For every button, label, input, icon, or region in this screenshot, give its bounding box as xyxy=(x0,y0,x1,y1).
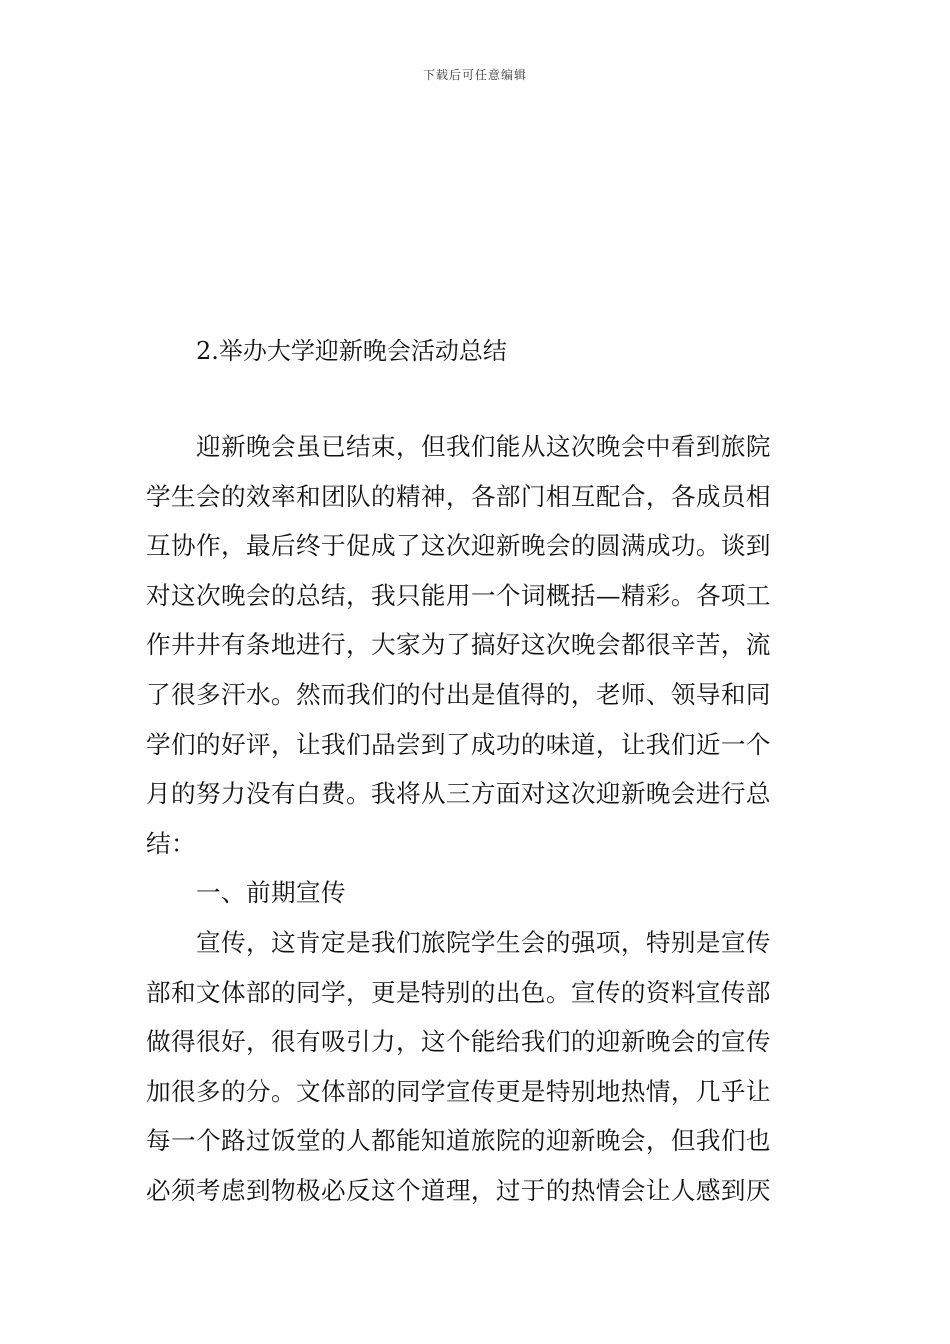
header-note: 下载后可任意编辑 xyxy=(422,68,527,82)
paragraph-line: 对这次晚会的总结，我只能用一个词概括—精彩。各项工 xyxy=(146,580,771,610)
paragraph-line: 作井井有条地进行，大家为了搞好这次晚会都很辛苦，流 xyxy=(146,630,771,660)
paragraph-line: 学生会的效率和团队的精神，各部门相互配合，各成员相 xyxy=(146,481,771,511)
paragraph-line: 必须考虑到物极必反这个道理，过于的热情会让人感到厌 xyxy=(146,1175,771,1205)
paragraph-line: 加很多的分。文体部的同学宣传更是特别地热情，几乎让 xyxy=(146,1076,771,1106)
paragraph-line: 迎新晚会虽已结束，但我们能从这次晚会中看到旅院 xyxy=(196,432,771,461)
paragraph-line: 了很多汗水。然而我们的付出是值得的，老师、领导和同 xyxy=(146,679,771,709)
paragraph-line: 结： xyxy=(146,828,196,858)
paragraph-line: 做得很好，很有吸引力，这个能给我们的迎新晚会的宣传 xyxy=(146,1027,771,1057)
paragraph-line: 宣传，这肯定是我们旅院学生会的强项，特别是宣传 xyxy=(196,927,771,957)
document-title: 2.举办大学迎新晚会活动总结 xyxy=(196,337,507,365)
document-body xyxy=(146,428,806,1222)
paragraph-line: 每一个路过饭堂的人都能知道旅院的迎新晚会，但我们也 xyxy=(146,1126,771,1156)
paragraph-line: 学们的好评，让我们品尝到了成功的味道，让我们近一个 xyxy=(146,729,771,759)
paragraph-line: 互协作，最后终于促成了这次迎新晚会的圆满成功。谈到 xyxy=(146,531,771,561)
paragraph-line: 月的努力没有白费。我将从三方面对这次迎新晚会进行总 xyxy=(146,779,771,809)
section-heading: 一、前期宣传 xyxy=(196,878,346,908)
paragraph-line: 部和文体部的同学，更是特别的出色。宣传的资料宣传部 xyxy=(146,977,771,1007)
